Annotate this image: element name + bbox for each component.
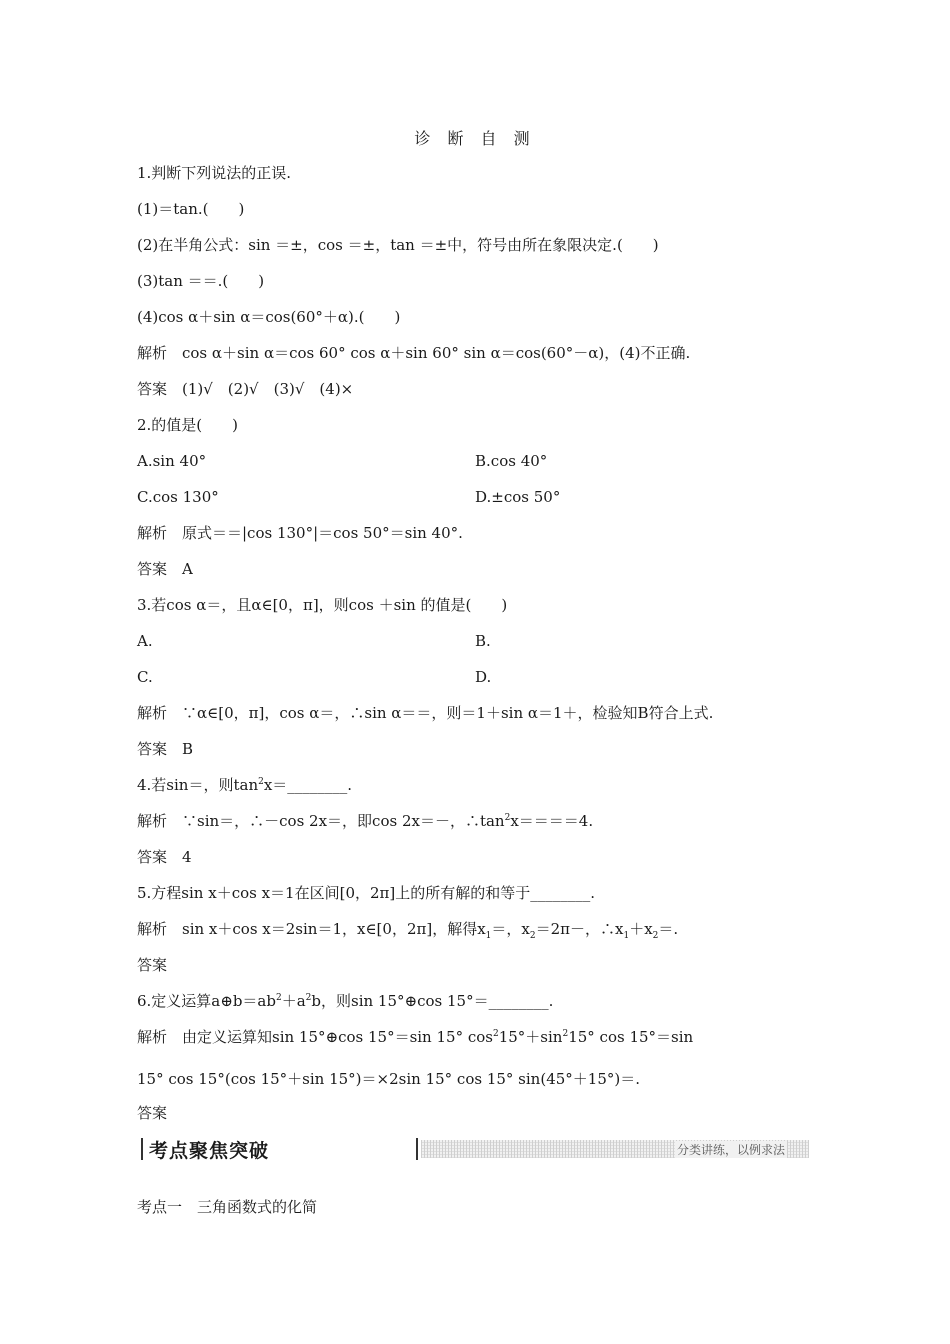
question-3: 3.若cos α＝，且α∈[0，π]，则cos ＋sin 的值是( ) (137, 596, 508, 614)
section-heading: 考点一 三角函数式的化简 (137, 1198, 318, 1216)
question-1-item-1: (1)＝tan.( ) (137, 200, 245, 218)
question-6-answer: 答案 (137, 1104, 168, 1122)
subscript-1: 1 (623, 931, 630, 941)
question-3-option-a: A. (137, 632, 153, 650)
question-3-option-c: C. (137, 668, 153, 686)
question-2-option-d: D.±cos 50° (475, 488, 561, 506)
plus-x: ＋x (629, 920, 653, 938)
question-5: 5.方程sin x＋cos x＝1在区间[0，2π]上的所有解的和等于________. (137, 884, 596, 902)
question-1: 1.判断下列说法的正误. (137, 164, 292, 182)
superscript-2: 2 (492, 1029, 499, 1039)
subscript-2: 2 (529, 931, 536, 941)
question-2-option-c: C.cos 130° (137, 488, 219, 506)
question-4-analysis-post: x＝＝＝＝4. (510, 812, 594, 830)
question-5-answer: 答案 (137, 956, 168, 974)
question-4 (137, 774, 352, 796)
question-5-analysis-post: ＝2π－，∴x (535, 920, 624, 938)
superscript-2: 2 (562, 1029, 569, 1039)
question-4-analysis (137, 810, 593, 832)
question-2-analysis: 解析 原式＝＝|cos 130°|＝cos 50°＝sin 40°. (137, 524, 463, 542)
superscript-2: 2 (504, 813, 511, 823)
question-1-analysis: 解析 cos α＋sin α＝cos 60° cos α＋sin 60° sin α＝cos(60°－α)，(4)不正确. (137, 344, 691, 362)
question-2-answer: 答案 A (137, 560, 193, 578)
question-4-analysis-pre: 解析 ∵sin＝，∴－cos 2x＝，即cos 2x＝－，∴tan (137, 812, 505, 830)
question-2-option-b: B.cos 40° (475, 452, 548, 470)
question-6-post: b，则sin 15°⊕cos 15°＝________. (311, 992, 554, 1010)
question-4-text-pre: 4.若sin＝，则tan (137, 776, 259, 794)
question-6-analysis-line-1 (137, 1026, 693, 1048)
subscript-2: 2 (652, 931, 659, 941)
question-6 (137, 990, 553, 1012)
question-5-analysis-pre: 解析 sin x＋cos x＝2sin＝1，x∈[0，2π]，解得x (137, 920, 486, 938)
question-3-option-b: B. (475, 632, 491, 650)
superscript-2: 2 (305, 993, 312, 1003)
question-6-analysis-1b: 15°＋sin (498, 1028, 563, 1046)
question-6-pre: 6.定义运算a⊕b＝ab (137, 992, 276, 1010)
question-5-analysis-mid: ＝，x (491, 920, 530, 938)
question-6-mid: ＋a (281, 992, 306, 1010)
question-6-analysis-1a: 解析 由定义运算知sin 15°⊕cos 15°＝sin 15° cos (137, 1028, 493, 1046)
question-1-item-2: (2)在半角公式：sin ＝±，cos ＝±，tan ＝±中，符号由所在象限决定.( ) (137, 236, 659, 254)
question-4-answer: 答案 4 (137, 848, 192, 866)
superscript-2: 2 (275, 993, 282, 1003)
page-title: 诊 断 自 测 (414, 129, 536, 148)
banner-left-bar (141, 1138, 143, 1160)
question-6-analysis-line-2: 15° cos 15°(cos 15°＋sin 15°)＝×2sin 15° cos 15° sin(45°＋15°)＝. (137, 1070, 640, 1088)
section-banner (137, 1136, 809, 1162)
question-6-analysis-1c: 15° cos 15°＝sin (568, 1028, 694, 1046)
subscript-1: 1 (485, 931, 492, 941)
question-3-answer: 答案 B (137, 740, 194, 758)
question-5-analysis-end: ＝. (658, 920, 679, 938)
question-5-analysis (137, 918, 678, 940)
banner-subtitle: 分类讲练，以例求法 (676, 1143, 785, 1157)
question-1-item-4: (4)cos α＋sin α＝cos(60°＋α).( ) (137, 308, 401, 326)
question-1-item-3: (3)tan ＝＝.( ) (137, 272, 265, 290)
question-3-analysis: 解析 ∵α∈[0，π]，cos α＝，∴sin α＝＝，则＝1＋sin α＝1＋，检验知B符合上式. (137, 704, 714, 722)
question-2-option-a: A.sin 40° (137, 452, 207, 470)
question-2: 2.的值是( ) (137, 416, 239, 434)
superscript-2: 2 (258, 777, 264, 787)
question-3-option-d: D. (475, 668, 492, 686)
banner-divider-bar (416, 1138, 418, 1160)
banner-label: 考点聚焦突破 (149, 1140, 270, 1162)
question-4-text-post: x＝________. (263, 776, 353, 794)
question-1-answer: 答案 (1)√ (2)√ (3)√ (4)× (137, 380, 354, 398)
